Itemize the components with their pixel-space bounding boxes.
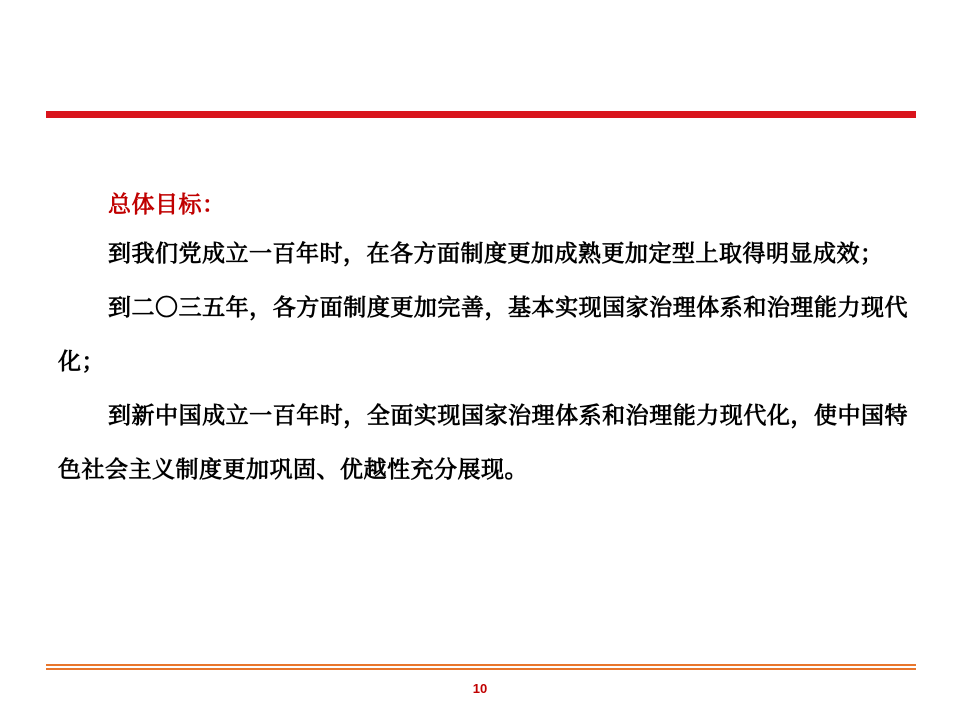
top-divider	[46, 111, 916, 118]
goal-paragraph-1: 到我们党成立一百年时，在各方面制度更加成熟更加定型上取得明显成效；	[108, 241, 884, 267]
footer-rule-top	[46, 664, 916, 666]
footer-divider	[46, 664, 916, 670]
goal-paragraph-2: 到二〇三五年，各方面制度更加完善，基本实现国家治理体系和治理能力现代化；	[58, 295, 908, 375]
page-number: 10	[472, 681, 488, 696]
goal-paragraph-3: 到新中国成立一百年时，全面实现国家治理体系和治理能力现代化，使中国特色社会主义制度更加巩固、优越性充分展现。	[58, 403, 908, 483]
slide-body	[58, 183, 908, 497]
footer-rule-bottom	[46, 668, 916, 670]
section-heading: 总体目标：	[108, 192, 226, 218]
